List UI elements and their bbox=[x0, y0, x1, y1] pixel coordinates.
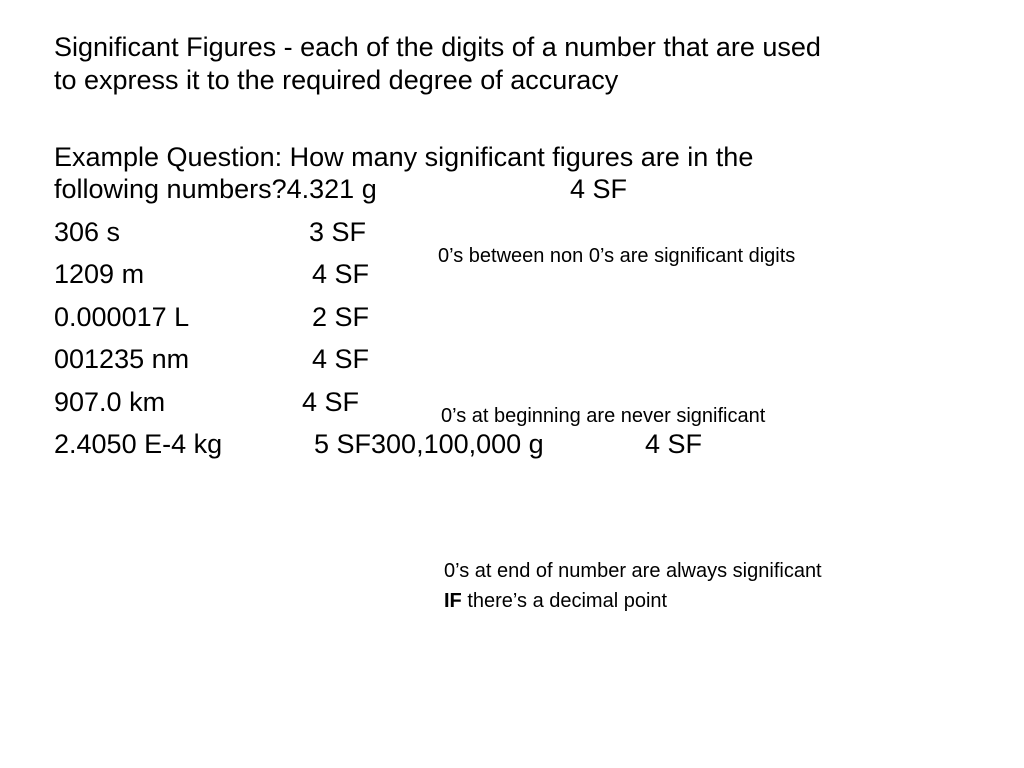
note-emphasis: IF bbox=[444, 590, 462, 612]
note-zeros-beginning: 0’s at beginning are never significant bbox=[441, 405, 766, 427]
example-answer: 5 SF300,100,000 g bbox=[314, 429, 544, 459]
example-number: 306 s bbox=[54, 217, 121, 247]
example-answer: 4 SF bbox=[312, 344, 370, 374]
example-number: 1209 m bbox=[54, 259, 145, 289]
note-zeros-end-line-1: 0’s at end of number are always significant bbox=[444, 560, 822, 582]
note-zeros-end-rest: there’s a decimal point bbox=[461, 590, 668, 612]
example-answer: 4 SF bbox=[302, 387, 360, 417]
example-answer: 4 SF bbox=[312, 259, 370, 289]
first-answer: 4 SF bbox=[570, 174, 628, 204]
note-zeros-between: 0’s between non 0’s are significant digits bbox=[438, 245, 796, 267]
example-number: 907.0 km bbox=[54, 387, 166, 417]
example-answer: 3 SF bbox=[309, 217, 367, 247]
question-line-2: following numbers?4.321 g bbox=[54, 174, 377, 204]
definition-text bbox=[54, 31, 954, 97]
note-zeros-end-line-2 bbox=[444, 586, 822, 616]
example-number: 0.000017 L bbox=[54, 302, 190, 332]
example-number: 2.4050 E-4 kg bbox=[54, 429, 223, 459]
definition-line-1: Significant Figures - each of the digits of a number that are used bbox=[54, 32, 821, 62]
example-number: 001235 nm bbox=[54, 344, 190, 374]
example-answer: 2 SF bbox=[312, 302, 370, 332]
question-line-1: Example Question: How many significant figures are in the bbox=[54, 142, 754, 172]
trailing-answer: 4 SF bbox=[645, 429, 703, 459]
definition-line-2: to express it to the required degree of accuracy bbox=[54, 65, 619, 95]
note-zeros-end bbox=[444, 556, 822, 616]
